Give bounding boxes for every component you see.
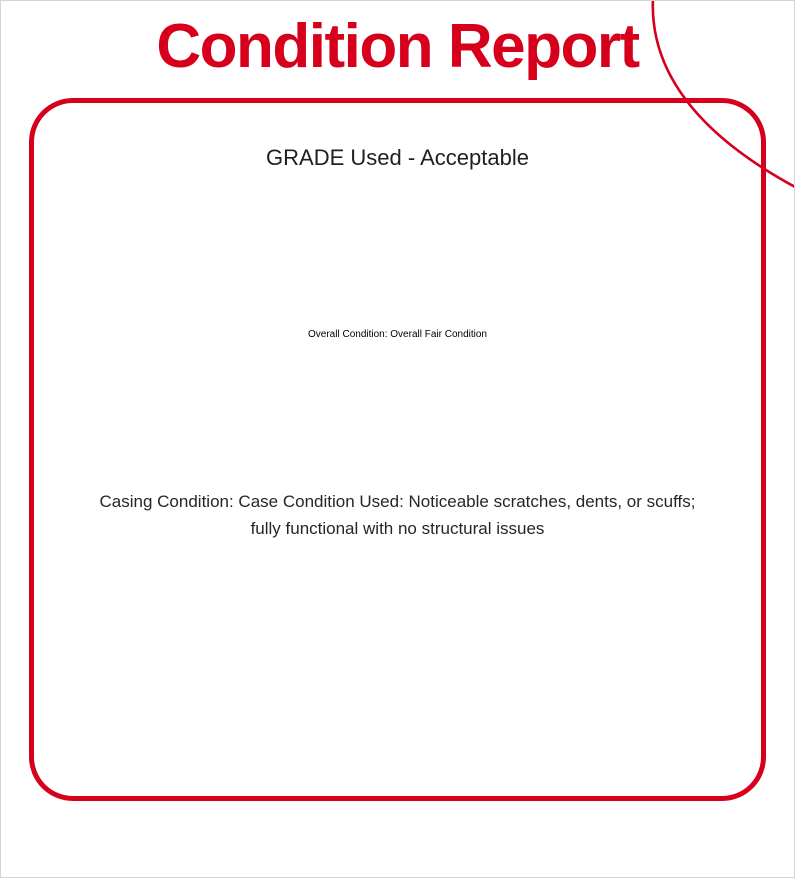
page-title: Condition Report [156,12,639,81]
casing-condition-text: Casing Condition: Case Condition Used: Noticeable scratches, dents, or scuffs; fully functional with no structural issues [99,492,696,538]
overall-condition-text: Overall Condition: Overall Fair Condition [308,329,487,340]
report-card-border [29,98,766,801]
grade-heading: GRADE Used - Acceptable [266,145,529,170]
